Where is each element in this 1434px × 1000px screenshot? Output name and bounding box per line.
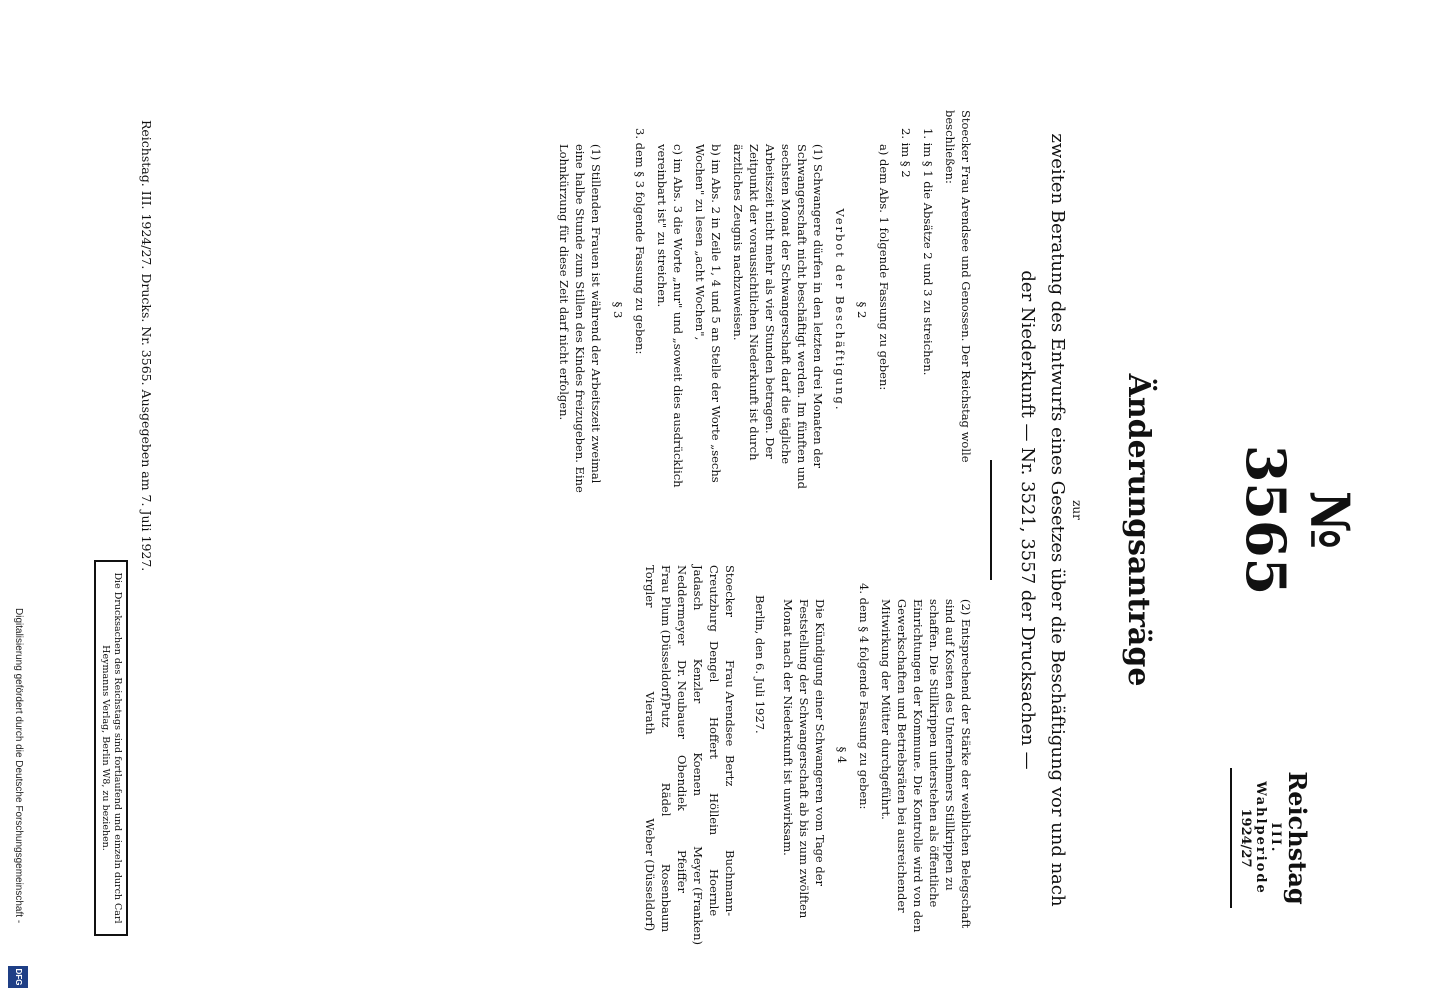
section-2-text: (1) Schwangere dürfen in den letzten drei Monaten der Schwangerschaft nicht beschäftigt werden. Im fünften und sechsten Monat der Schwangerschaft darf die tägliche Arbeitszeit nicht mehr als vier Stunden betragen. Der Zeitpunkt der voraussichtlichen Niederkunft ist durch ärztliches Zeugnis nachzuweisen. — [731, 144, 825, 489]
signers-list — [642, 565, 738, 945]
reichstag-header — [1230, 768, 1312, 908]
section-2-title: Verbot der Beschäftigung. — [833, 208, 847, 412]
signer-row — [658, 565, 674, 945]
signer-name: Torgler — [643, 565, 657, 608]
dfg-logo: DFG — [8, 966, 28, 988]
signer-name: Jadasch — [691, 565, 705, 611]
signer-name: Meyer (Franken) — [691, 846, 705, 945]
right-column — [642, 565, 974, 945]
signer-name: Stoecker — [723, 565, 737, 617]
section-3-continued: (2) Entsprechend der Stärke der weiblichen Belegschaft sind auf Kosten des Unternehmers Stillkrippen zu schaffen. Die Stillkrippen unterstehen als öffentliche Einrichtungen der Kommune. Die Kontrolle wird von den Gewerkschaften und Betriebsräten bei ausreichender Mitwirkung der Mütter durchgeführt. — [879, 599, 973, 933]
signer-name: Weber (Düsseldorf) — [643, 818, 657, 932]
signer-name: Koenen — [691, 752, 705, 797]
digitization-credit: Digitalisierung gefördert durch die Deutsche Forschungsgemeinschaft - — [13, 608, 24, 924]
signer-name: Kenzler — [691, 658, 705, 704]
amendment-item-2b: b) im Abs. 2 in Zeile 1, 4 und 5 an Stelle der Worte „sechs Wochen" zu lesen „acht Wochen", — [693, 144, 723, 483]
signer-row — [674, 565, 690, 945]
signer-name: Frau Arendsee — [723, 660, 737, 747]
signer-name: Dengel — [707, 641, 721, 683]
signer-name: Hoernle — [707, 869, 721, 917]
title-separator — [990, 460, 992, 580]
signer-name: Vierath — [643, 691, 657, 735]
signer-row — [722, 565, 738, 945]
signer-name: Rosenbaum — [659, 863, 673, 933]
signer-name: Rädel — [659, 782, 673, 817]
title-zur: zur — [1070, 500, 1084, 520]
period-years: 1924/27 — [1238, 808, 1253, 868]
section-4-heading: § 4 — [835, 746, 849, 764]
section-2-heading: § 2 — [855, 301, 869, 319]
amendment-item-4: 4. dem § 4 folgende Fassung zu geben: — [857, 583, 871, 810]
signer-name: Putz — [659, 701, 673, 728]
amendment-item-2a: a) dem Abs. 1 folgende Fassung zu geben: — [877, 144, 891, 391]
signer-name: Frau Plum (Düsseldorf) — [659, 565, 673, 702]
signer-name: Hoffert — [707, 717, 721, 760]
main-title: Änderungsanträge — [1121, 373, 1156, 687]
document-number: № 3565 — [1234, 444, 1362, 596]
reichstag-title: Reichstag — [1283, 771, 1312, 905]
signer-name: Dr. Neubauer — [675, 660, 689, 739]
amendment-item-2: 2. im § 2 — [899, 128, 913, 178]
signer-name: Buchmann- — [723, 850, 737, 917]
subtitle-line-2: der Niederkunft — Nr. 3521, 3557 der Drucksachen — — [1017, 270, 1038, 770]
amendment-item-1: 1. im § 1 die Absätze 2 und 3 zu streichen. — [921, 128, 935, 376]
signer-row — [706, 565, 722, 945]
signer-row — [642, 565, 658, 945]
intro-paragraph: Stoecker Frau Arendsee und Genossen. Der Reichstag wolle beschließen: — [943, 110, 973, 463]
section-3-text: (1) Stillenden Frauen ist während der Arbeitszeit zweimal eine halbe Stunde zum Stillen des Kindes freizugeben. Eine Lohnkürzung für diese Zeit darf nicht erfolgen. — [557, 144, 603, 493]
amendment-item-2c: c) im Abs. 3 die Worte „nur" und „soweit dies ausdrücklich vereinbart ist" zu streichen. — [655, 144, 685, 488]
footer-line: Reichstag. III. 1924/27. Drucks. Nr. 3565. Ausgegeben am 7. Juli 1927. — [139, 120, 154, 572]
section-3-heading: § 3 — [611, 301, 625, 319]
section-4-text: Die Kündigung einer Schwangeren vom Tage der Feststellung der Schwangerschaft ab bis zum zwölften Monat nach der Niederkunft ist unwirksam. — [781, 599, 827, 919]
date-line: Berlin, den 6. Juli 1927. — [753, 595, 767, 734]
wahlperiode-label: III. Wahlperiode — [1253, 781, 1283, 895]
signer-name: Bertz — [723, 755, 737, 787]
signer-name: Creutzburg — [707, 565, 721, 632]
digitization-sidebar — [0, 0, 34, 1000]
amendment-item-3: 3. dem § 3 folgende Fassung zu geben: — [633, 128, 647, 355]
signer-name: Pfeiffer — [675, 850, 689, 893]
left-column — [550, 110, 974, 510]
header-rule — [1230, 768, 1232, 908]
subtitle-line-1: zweiten Beratung des Entwurfs eines Gesetzes über die Beschäftigung vor und nach — [1047, 133, 1068, 907]
signer-name: Obendiek — [675, 755, 689, 811]
signer-name: Höllein — [707, 793, 721, 836]
distribution-notice: Die Drucksachen des Reichstags sind fortlaufend und einzeln durch Carl Heymanns Verlag, Berlin W8, zu beziehen. — [94, 560, 128, 936]
signer-row — [690, 565, 706, 945]
signer-name: Neddermeyer — [675, 565, 689, 646]
